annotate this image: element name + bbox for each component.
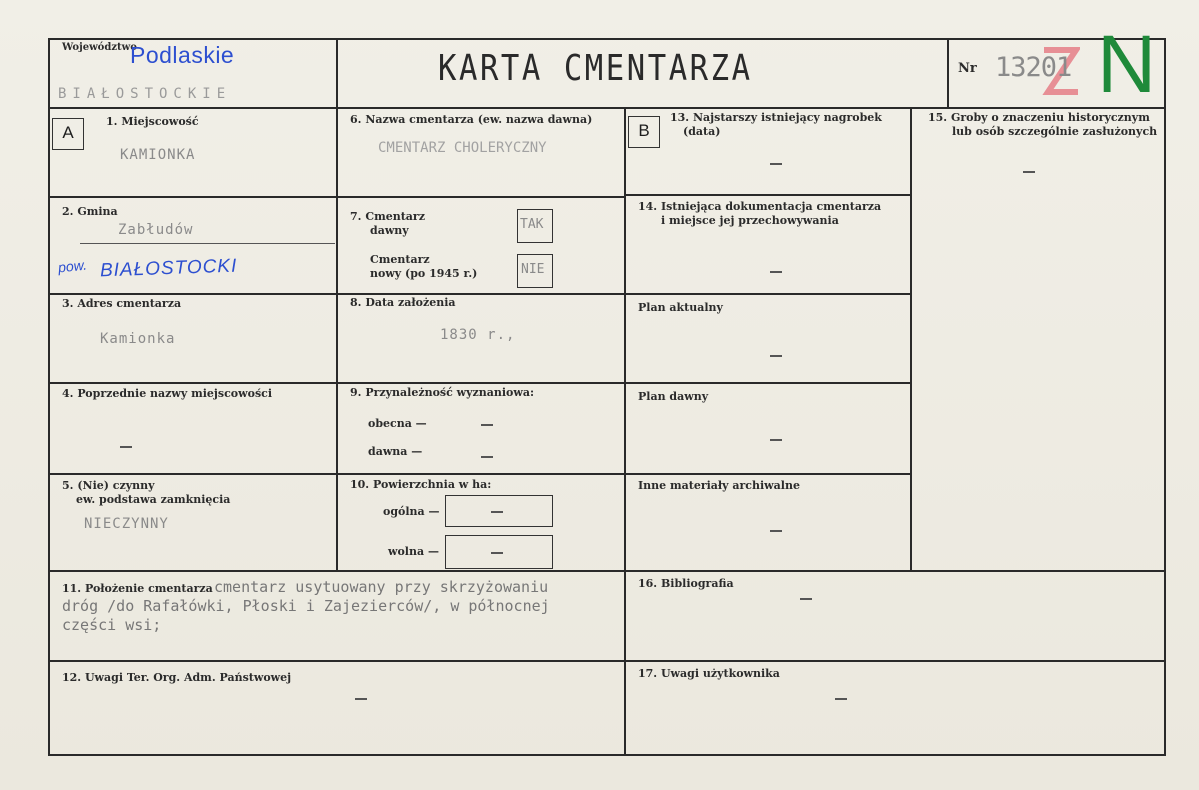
rule — [1164, 38, 1166, 756]
field-1-value: KAMIONKA — [120, 147, 196, 163]
ogolna-value — [491, 511, 503, 513]
field-9-dawna-value — [481, 456, 493, 458]
pow-value: BIAŁOSTOCKI — [99, 255, 238, 282]
rule — [48, 38, 1166, 40]
field-9-obecna-value — [481, 424, 493, 426]
field-7-nowy-sublabel: nowy (po 1945 r.) — [370, 267, 478, 280]
section-a-marker: A — [52, 118, 84, 150]
field-6-value: CMENTARZ CHOLERYCZNY — [378, 140, 547, 156]
field-14-label: 14. Istniejąca dokumentacja cmentarza — [638, 200, 882, 213]
nr-value: 13201 — [995, 52, 1072, 83]
rule — [48, 660, 1166, 662]
wojewodztwo-stamp: Podlaskie — [130, 42, 235, 68]
nr-letter: N — [1097, 19, 1157, 110]
field-11-value-line1: cmentarz usytuowany przy skrzyżowaniu — [214, 578, 549, 596]
nowy-box — [517, 254, 553, 288]
field-8-value: 1830 r., — [440, 327, 516, 343]
plan-dawny-value — [770, 439, 782, 441]
field-3-label: 3. Adres cmentarza — [62, 297, 182, 310]
field-15-sublabel: lub osób szczególnie zasłużonych — [952, 125, 1158, 138]
wojewodztwo-label: Województwo — [62, 42, 137, 53]
plan-aktualny-label: Plan aktualny — [638, 301, 723, 314]
plan-dawny-label: Plan dawny — [638, 390, 709, 403]
field-7-dawny-label: dawny — [370, 224, 409, 237]
field-17-label: 17. Uwagi użytkownika — [638, 667, 780, 680]
nowy-value: NIE — [521, 262, 545, 277]
field-16-value — [800, 598, 812, 600]
rule — [48, 38, 50, 756]
field-9-dawna-label: dawna — — [368, 445, 423, 458]
field-14-sublabel: i miejsce jej przechowywania — [661, 214, 839, 227]
field-10-ogolna-label: ogólna — — [383, 505, 440, 518]
inne-materialy-label: Inne materiały archiwalne — [638, 479, 800, 492]
dawny-box — [517, 209, 553, 243]
rule — [48, 382, 912, 384]
field-4-label: 4. Poprzednie nazwy miejscowości — [62, 387, 273, 400]
rule — [48, 570, 1166, 572]
rule — [624, 194, 912, 196]
field-13-label: 13. Najstarszy istniejący nagrobek — [670, 111, 882, 124]
wolna-box — [445, 535, 553, 569]
field-1-label: 1. Miejscowość — [106, 115, 199, 128]
field-5-sublabel: ew. podstawa zamknięcia — [76, 493, 231, 506]
field-6-label: 6. Nazwa cmentarza (ew. nazwa dawna) — [350, 113, 593, 126]
field-12-label: 12. Uwagi Ter. Org. Adm. Państwowej — [62, 671, 292, 684]
card-title: KARTA CMENTARZA — [438, 48, 753, 89]
field-2-value: Zabłudów — [118, 222, 194, 238]
rule — [48, 473, 912, 475]
field-2-label: 2. Gmina — [62, 205, 118, 218]
inne-materialy-value — [770, 530, 782, 532]
rule — [624, 107, 626, 756]
field-13-value — [770, 163, 782, 165]
field-16-label: 16. Bibliografia — [638, 577, 734, 590]
field-9-label: 9. Przynależność wyznaniowa: — [350, 386, 535, 399]
wojewodztwo-typed: BIAŁOSTOCKIE — [58, 86, 232, 102]
field-7-nowy-label: Cmentarz — [370, 253, 430, 266]
field-8-label: 8. Data założenia — [350, 296, 456, 309]
field-13-sublabel: (data) — [683, 125, 721, 138]
field-11-label: 11. Położenie cmentarza — [62, 582, 213, 595]
field-5-label: 5. (Nie) czynny — [62, 479, 155, 492]
field-3-value: Kamionka — [100, 331, 176, 347]
rule — [48, 754, 1166, 756]
underline — [80, 243, 335, 244]
nr-label: Nr — [958, 61, 977, 76]
field-11-value-line3: części wsi; — [62, 616, 162, 634]
plan-aktualny-value — [770, 355, 782, 357]
field-10-label: 10. Powierzchnia w ha: — [350, 478, 492, 491]
field-15-label: 15. Groby o znaczeniu historycznym — [928, 111, 1150, 124]
field-7-label: 7. Cmentarz — [350, 210, 425, 223]
pow-prefix: pow. — [57, 256, 88, 276]
field-12-value — [355, 698, 367, 700]
rule — [336, 38, 338, 109]
rule — [336, 107, 338, 572]
wolna-value — [491, 552, 503, 554]
field-9-obecna-label: obecna — — [368, 417, 427, 430]
rule — [947, 38, 949, 109]
ogolna-box — [445, 495, 553, 527]
field-15-value — [1023, 171, 1035, 173]
field-11-value-line2: dróg /do Rafałówki, Płoski i Zajezierców/, w północnej — [62, 597, 550, 615]
field-4-value — [120, 446, 132, 448]
rule — [48, 107, 1166, 109]
field-10-wolna-label: wolna — — [388, 545, 439, 558]
field-5-value: NIECZYNNY — [84, 516, 169, 532]
field-17-value — [835, 698, 847, 700]
dawny-value: TAK — [520, 217, 544, 232]
section-b-marker: B — [628, 116, 660, 148]
field-14-value — [770, 271, 782, 273]
rule — [910, 107, 912, 572]
rule — [48, 293, 912, 295]
